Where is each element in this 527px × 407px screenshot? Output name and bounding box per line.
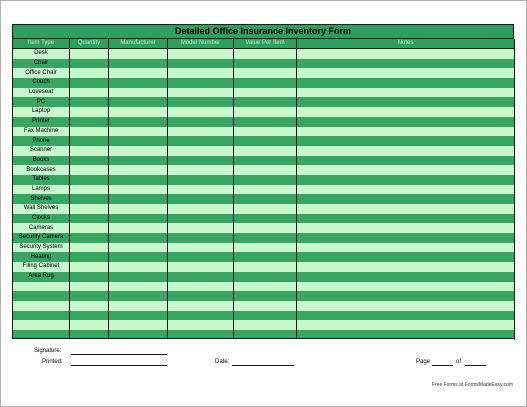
item-type-cell: Cameras bbox=[13, 223, 70, 233]
model-number-cell[interactable] bbox=[168, 165, 234, 175]
table-row bbox=[13, 185, 515, 195]
manufacturer-cell[interactable] bbox=[109, 49, 168, 59]
notes-cell[interactable] bbox=[297, 156, 515, 166]
printed-name-line[interactable] bbox=[71, 365, 167, 366]
model-number-cell[interactable] bbox=[168, 262, 234, 272]
quantity-cell[interactable] bbox=[70, 320, 109, 330]
table-row bbox=[13, 252, 515, 262]
model-number-cell[interactable] bbox=[168, 243, 234, 253]
value-cell[interactable] bbox=[234, 243, 297, 253]
notes-cell[interactable] bbox=[297, 88, 515, 98]
manufacturer-cell[interactable] bbox=[109, 165, 168, 175]
page-total-line[interactable] bbox=[465, 365, 486, 366]
manufacturer-cell[interactable] bbox=[109, 97, 168, 107]
manufacturer-cell[interactable] bbox=[109, 291, 168, 301]
quantity-cell[interactable] bbox=[70, 243, 109, 253]
date-line[interactable] bbox=[232, 365, 294, 366]
item-type-cell bbox=[13, 311, 70, 321]
model-number-cell[interactable] bbox=[168, 107, 234, 117]
inventory-table bbox=[12, 39, 515, 340]
table-row bbox=[13, 301, 515, 311]
quantity-cell[interactable] bbox=[70, 175, 109, 185]
item-type-cell: Printer bbox=[13, 117, 70, 127]
model-number-cell[interactable] bbox=[168, 68, 234, 78]
value-cell[interactable] bbox=[234, 68, 297, 78]
notes-cell[interactable] bbox=[297, 107, 515, 117]
printed-label: Printed: bbox=[42, 359, 63, 365]
value-cell[interactable] bbox=[234, 49, 297, 59]
notes-cell[interactable] bbox=[297, 262, 515, 272]
manufacturer-cell[interactable] bbox=[109, 223, 168, 233]
value-cell[interactable] bbox=[234, 165, 297, 175]
notes-cell[interactable] bbox=[297, 59, 515, 69]
notes-cell[interactable] bbox=[297, 282, 515, 292]
model-number-cell[interactable] bbox=[168, 320, 234, 330]
model-number-cell[interactable] bbox=[168, 59, 234, 69]
model-number-cell[interactable] bbox=[168, 156, 234, 166]
value-cell[interactable] bbox=[234, 88, 297, 98]
model-number-cell[interactable] bbox=[168, 223, 234, 233]
model-number-cell[interactable] bbox=[168, 194, 234, 204]
model-number-cell[interactable] bbox=[168, 146, 234, 156]
manufacturer-cell[interactable] bbox=[109, 156, 168, 166]
value-cell[interactable] bbox=[234, 252, 297, 262]
notes-cell[interactable] bbox=[297, 243, 515, 253]
column-header-quantity: Quantity bbox=[70, 39, 109, 49]
quantity-cell[interactable] bbox=[70, 223, 109, 233]
model-number-cell[interactable] bbox=[168, 127, 234, 137]
value-cell[interactable] bbox=[234, 59, 297, 69]
notes-cell[interactable] bbox=[297, 175, 515, 185]
credit-text: Free Forms at FormsMadeEasy.com bbox=[431, 382, 513, 388]
quantity-cell[interactable] bbox=[70, 49, 109, 59]
value-cell[interactable] bbox=[234, 97, 297, 107]
item-type-cell: Wall Shelves bbox=[13, 204, 70, 214]
quantity-cell[interactable] bbox=[70, 107, 109, 117]
item-type-cell: PC bbox=[13, 97, 70, 107]
column-header-item-type: Item Type bbox=[13, 39, 70, 49]
manufacturer-cell[interactable] bbox=[109, 146, 168, 156]
item-type-cell bbox=[13, 320, 70, 330]
value-cell[interactable] bbox=[234, 107, 297, 117]
value-cell[interactable] bbox=[234, 223, 297, 233]
quantity-cell[interactable] bbox=[70, 272, 109, 282]
manufacturer-cell[interactable] bbox=[109, 320, 168, 330]
quantity-cell[interactable] bbox=[70, 136, 109, 146]
notes-cell[interactable] bbox=[297, 311, 515, 321]
quantity-cell[interactable] bbox=[70, 233, 109, 243]
model-number-cell[interactable] bbox=[168, 301, 234, 311]
value-cell[interactable] bbox=[234, 78, 297, 88]
manufacturer-cell[interactable] bbox=[109, 301, 168, 311]
manufacturer-cell[interactable] bbox=[109, 194, 168, 204]
quantity-cell[interactable] bbox=[70, 59, 109, 69]
quantity-cell[interactable] bbox=[70, 301, 109, 311]
table-row bbox=[13, 146, 515, 156]
item-type-cell: Heating bbox=[13, 252, 70, 262]
manufacturer-cell[interactable] bbox=[109, 117, 168, 127]
value-cell[interactable] bbox=[234, 117, 297, 127]
model-number-cell[interactable] bbox=[168, 185, 234, 195]
table-row bbox=[13, 272, 515, 282]
notes-cell[interactable] bbox=[297, 185, 515, 195]
table-row bbox=[13, 88, 515, 98]
table-row bbox=[13, 282, 515, 292]
notes-cell[interactable] bbox=[297, 223, 515, 233]
model-number-cell[interactable] bbox=[168, 311, 234, 321]
notes-cell[interactable] bbox=[297, 291, 515, 301]
value-cell[interactable] bbox=[234, 233, 297, 243]
manufacturer-cell[interactable] bbox=[109, 282, 168, 292]
notes-cell[interactable] bbox=[297, 136, 515, 146]
form-title: Detailed Office Insurance Inventory Form bbox=[12, 24, 514, 39]
notes-cell[interactable] bbox=[297, 117, 515, 127]
manufacturer-cell[interactable] bbox=[109, 59, 168, 69]
manufacturer-cell[interactable] bbox=[109, 214, 168, 224]
value-cell[interactable] bbox=[234, 214, 297, 224]
table-row bbox=[13, 243, 515, 253]
notes-cell[interactable] bbox=[297, 78, 515, 88]
table-row bbox=[13, 320, 515, 330]
quantity-cell[interactable] bbox=[70, 78, 109, 88]
model-number-cell[interactable] bbox=[168, 49, 234, 59]
item-type-cell: Shelves bbox=[13, 194, 70, 204]
value-cell[interactable] bbox=[234, 320, 297, 330]
item-type-cell: Lamps bbox=[13, 185, 70, 195]
model-number-cell[interactable] bbox=[168, 252, 234, 262]
column-header-manufacturer: Manufacturer bbox=[109, 39, 168, 49]
item-type-cell: Filing Cabinet bbox=[13, 262, 70, 272]
column-header-notes: Notes bbox=[297, 39, 515, 49]
manufacturer-cell[interactable] bbox=[109, 136, 168, 146]
item-type-cell: Security Camera bbox=[13, 233, 70, 243]
manufacturer-cell[interactable] bbox=[109, 243, 168, 253]
table-row bbox=[13, 291, 515, 301]
value-cell[interactable] bbox=[234, 127, 297, 137]
quantity-cell[interactable] bbox=[70, 204, 109, 214]
quantity-cell[interactable] bbox=[70, 68, 109, 78]
table-row bbox=[13, 97, 515, 107]
table-row bbox=[13, 117, 515, 127]
notes-cell[interactable] bbox=[297, 194, 515, 204]
quantity-cell[interactable] bbox=[70, 282, 109, 292]
quantity-cell[interactable] bbox=[70, 262, 109, 272]
page-number-line[interactable] bbox=[432, 365, 453, 366]
model-number-cell[interactable] bbox=[168, 233, 234, 243]
table-row bbox=[13, 127, 515, 137]
quantity-cell[interactable] bbox=[70, 214, 109, 224]
quantity-cell[interactable] bbox=[70, 165, 109, 175]
notes-cell[interactable] bbox=[297, 97, 515, 107]
model-number-cell[interactable] bbox=[168, 136, 234, 146]
notes-cell[interactable] bbox=[297, 146, 515, 156]
model-number-cell[interactable] bbox=[168, 204, 234, 214]
notes-cell[interactable] bbox=[297, 252, 515, 262]
quantity-cell[interactable] bbox=[70, 127, 109, 137]
notes-cell[interactable] bbox=[297, 165, 515, 175]
manufacturer-cell[interactable] bbox=[109, 175, 168, 185]
value-cell[interactable] bbox=[234, 204, 297, 214]
quantity-cell[interactable] bbox=[70, 97, 109, 107]
manufacturer-cell[interactable] bbox=[109, 68, 168, 78]
item-type-cell: Phone bbox=[13, 136, 70, 146]
value-cell[interactable] bbox=[234, 136, 297, 146]
item-type-cell: Chair bbox=[13, 59, 70, 69]
notes-cell[interactable] bbox=[297, 301, 515, 311]
value-cell[interactable] bbox=[234, 185, 297, 195]
value-cell[interactable] bbox=[234, 175, 297, 185]
manufacturer-cell[interactable] bbox=[109, 107, 168, 117]
value-cell[interactable] bbox=[234, 146, 297, 156]
item-type-cell: Laptop bbox=[13, 107, 70, 117]
value-cell[interactable] bbox=[234, 156, 297, 166]
notes-cell[interactable] bbox=[297, 204, 515, 214]
table-row bbox=[13, 194, 515, 204]
manufacturer-cell[interactable] bbox=[109, 272, 168, 282]
item-type-cell: Desk bbox=[13, 49, 70, 59]
table-row bbox=[13, 156, 515, 166]
table-row bbox=[13, 165, 515, 175]
table-row bbox=[13, 204, 515, 214]
table-row bbox=[13, 136, 515, 146]
value-cell[interactable] bbox=[234, 311, 297, 321]
table-row bbox=[13, 68, 515, 78]
item-type-cell bbox=[13, 301, 70, 311]
manufacturer-cell[interactable] bbox=[109, 262, 168, 272]
notes-cell[interactable] bbox=[297, 233, 515, 243]
quantity-cell[interactable] bbox=[70, 291, 109, 301]
table-row bbox=[13, 262, 515, 272]
notes-cell[interactable] bbox=[297, 127, 515, 137]
model-number-cell[interactable] bbox=[168, 214, 234, 224]
column-header-model-number: Model Number bbox=[168, 39, 234, 49]
manufacturer-cell[interactable] bbox=[109, 252, 168, 262]
model-number-cell[interactable] bbox=[168, 88, 234, 98]
table-row bbox=[13, 78, 515, 88]
item-type-cell bbox=[13, 291, 70, 301]
manufacturer-cell[interactable] bbox=[109, 78, 168, 88]
manufacturer-cell[interactable] bbox=[109, 127, 168, 137]
value-cell[interactable] bbox=[234, 291, 297, 301]
model-number-cell[interactable] bbox=[168, 78, 234, 88]
table-row bbox=[13, 233, 515, 243]
date-label: Date: bbox=[215, 359, 230, 365]
quantity-cell[interactable] bbox=[70, 117, 109, 127]
quantity-cell[interactable] bbox=[70, 311, 109, 321]
notes-cell[interactable] bbox=[297, 320, 515, 330]
item-type-cell: Tables bbox=[13, 175, 70, 185]
column-header-value-per-item: Value Per Item bbox=[234, 39, 297, 49]
signature-line[interactable] bbox=[71, 354, 167, 355]
table-row bbox=[13, 49, 515, 59]
item-type-cell: Security System bbox=[13, 243, 70, 253]
table-row bbox=[13, 59, 515, 69]
value-cell[interactable] bbox=[234, 301, 297, 311]
notes-cell[interactable] bbox=[297, 214, 515, 224]
notes-cell[interactable] bbox=[297, 68, 515, 78]
model-number-cell[interactable] bbox=[168, 282, 234, 292]
quantity-cell[interactable] bbox=[70, 194, 109, 204]
item-type-cell: Couch bbox=[13, 78, 70, 88]
page-label: Page bbox=[416, 359, 431, 365]
form-footer bbox=[12, 338, 514, 379]
table-row bbox=[13, 223, 515, 233]
item-type-cell bbox=[13, 282, 70, 292]
table-row bbox=[13, 107, 515, 117]
manufacturer-cell[interactable] bbox=[109, 185, 168, 195]
manufacturer-cell[interactable] bbox=[109, 233, 168, 243]
item-type-cell: Books bbox=[13, 156, 70, 166]
quantity-cell[interactable] bbox=[70, 146, 109, 156]
table-row bbox=[13, 175, 515, 185]
manufacturer-cell[interactable] bbox=[109, 88, 168, 98]
signature-label: Signature: bbox=[34, 348, 62, 354]
item-type-cell: Clocks bbox=[13, 214, 70, 224]
item-type-cell: Scanner bbox=[13, 146, 70, 156]
value-cell[interactable] bbox=[234, 194, 297, 204]
quantity-cell[interactable] bbox=[70, 252, 109, 262]
table-row bbox=[13, 311, 515, 321]
model-number-cell[interactable] bbox=[168, 175, 234, 185]
item-type-cell: Area Rug bbox=[13, 272, 70, 282]
item-type-cell: Loveseat bbox=[13, 88, 70, 98]
of-label: of bbox=[456, 359, 462, 365]
table-header-row bbox=[13, 39, 515, 49]
table-row bbox=[13, 214, 515, 224]
item-type-cell: Office Chair bbox=[13, 68, 70, 78]
quantity-cell[interactable] bbox=[70, 185, 109, 195]
notes-cell[interactable] bbox=[297, 49, 515, 59]
value-cell[interactable] bbox=[234, 262, 297, 272]
value-cell[interactable] bbox=[234, 282, 297, 292]
model-number-cell[interactable] bbox=[168, 97, 234, 107]
model-number-cell[interactable] bbox=[168, 272, 234, 282]
item-type-cell: Fax Machine bbox=[13, 127, 70, 137]
value-cell[interactable] bbox=[234, 272, 297, 282]
manufacturer-cell[interactable] bbox=[109, 311, 168, 321]
quantity-cell[interactable] bbox=[70, 88, 109, 98]
model-number-cell[interactable] bbox=[168, 291, 234, 301]
model-number-cell[interactable] bbox=[168, 117, 234, 127]
quantity-cell[interactable] bbox=[70, 156, 109, 166]
manufacturer-cell[interactable] bbox=[109, 204, 168, 214]
item-type-cell: Bookcases bbox=[13, 165, 70, 175]
notes-cell[interactable] bbox=[297, 272, 515, 282]
